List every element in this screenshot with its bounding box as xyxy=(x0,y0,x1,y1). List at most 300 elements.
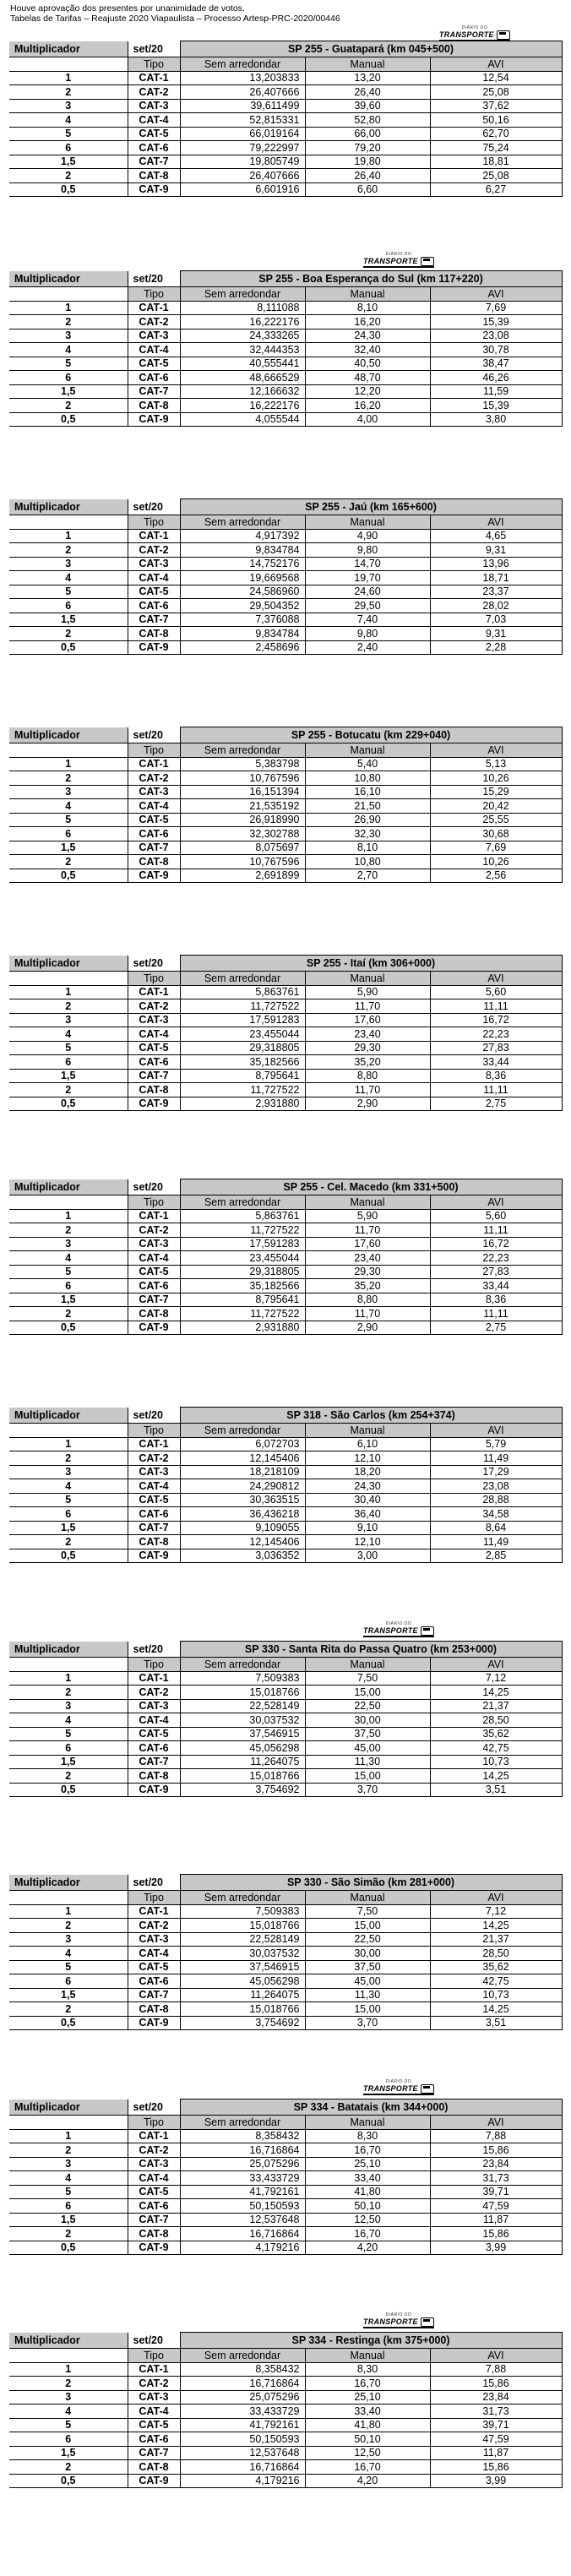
period-label: set/20 xyxy=(128,956,180,972)
unrounded-cell: 39,611499 xyxy=(180,99,305,113)
category-cell: CAT-9 xyxy=(128,869,180,883)
table-row xyxy=(9,1507,562,1522)
category-cell: CAT-5 xyxy=(128,1727,180,1741)
unrounded-cell: 8,795641 xyxy=(180,1069,305,1083)
manual-cell: 11,70 xyxy=(305,999,430,1014)
avi-cell: 11,87 xyxy=(430,2446,562,2460)
multiplier-cell: 1 xyxy=(9,301,128,315)
unrounded-cell: 8,111088 xyxy=(180,301,305,315)
manual-cell: 39,60 xyxy=(305,99,430,113)
table-row xyxy=(9,1027,562,1042)
unrounded-cell: 17,591283 xyxy=(180,1013,305,1027)
table-row xyxy=(9,2185,562,2199)
multiplier-cell: 4 xyxy=(9,799,128,814)
unrounded-cell: 35,182566 xyxy=(180,1279,305,1293)
multiplier-header: Multiplicador xyxy=(9,956,128,972)
avi-cell: 62,70 xyxy=(430,127,562,141)
unrounded-cell: 25,075296 xyxy=(180,2390,305,2404)
tariff-table xyxy=(9,1407,563,1563)
table-header-row xyxy=(9,1642,562,1658)
manual-header: Manual xyxy=(305,2116,430,2130)
manual-cell: 12,50 xyxy=(305,2213,430,2227)
multiplier-cell: 2 xyxy=(9,1919,128,1933)
table-row xyxy=(9,2377,562,2391)
manual-cell: 41,80 xyxy=(305,2418,430,2432)
multiplier-header: Multiplicador xyxy=(9,727,128,743)
tipo-header: Tipo xyxy=(128,1658,180,1672)
table-header-row xyxy=(9,499,562,515)
manual-cell: 2,40 xyxy=(305,640,430,655)
category-cell: CAT-4 xyxy=(128,799,180,814)
manual-cell: 4,90 xyxy=(305,529,430,543)
manual-cell: 23,40 xyxy=(305,1027,430,1042)
unrounded-cell: 23,455044 xyxy=(180,1027,305,1042)
unrounded-cell: 11,727522 xyxy=(180,1223,305,1238)
tariff-table xyxy=(9,727,563,883)
table-row xyxy=(9,301,562,315)
unrounded-cell: 23,455044 xyxy=(180,1251,305,1266)
table-row xyxy=(9,985,562,999)
table-row xyxy=(9,827,562,841)
avi-cell: 8,64 xyxy=(430,1521,562,1535)
table-row xyxy=(9,127,562,141)
unrounded-cell: 15,018766 xyxy=(180,1686,305,1700)
multiplier-cell: 4 xyxy=(9,1947,128,1961)
manual-cell: 8,30 xyxy=(305,2129,430,2143)
unrounded-cell: 29,318805 xyxy=(180,1041,305,1055)
plaza-title: SP 255 - Boa Esperança do Sul (km 117+220) xyxy=(180,271,562,287)
unrounded-cell: 11,727522 xyxy=(180,999,305,1014)
avi-cell: 47,59 xyxy=(430,2432,562,2447)
multiplier-cell: 4 xyxy=(9,1713,128,1728)
category-cell: CAT-9 xyxy=(128,1097,180,1111)
multiplier-cell: 0,5 xyxy=(9,1783,128,1797)
category-cell: CAT-2 xyxy=(128,1686,180,1700)
table-row xyxy=(9,1493,562,1507)
manual-cell: 5,90 xyxy=(305,985,430,999)
category-cell: CAT-3 xyxy=(128,329,180,343)
avi-cell: 5,13 xyxy=(430,757,562,771)
avi-cell: 27,83 xyxy=(430,1041,562,1055)
avi-cell: 2,56 xyxy=(430,869,562,883)
category-cell: CAT-5 xyxy=(128,2185,180,2199)
unrounded-cell: 2,691899 xyxy=(180,869,305,883)
period-label: set/20 xyxy=(128,1875,180,1891)
table-row xyxy=(9,1013,562,1027)
unrounded-cell: 12,537648 xyxy=(180,2446,305,2460)
avi-cell: 15,39 xyxy=(430,315,562,329)
category-cell: CAT-8 xyxy=(128,1083,180,1097)
multiplier-cell: 5 xyxy=(9,813,128,827)
unrounded-cell: 10,767596 xyxy=(180,771,305,786)
category-cell: CAT-1 xyxy=(128,1904,180,1919)
manual-cell: 30,40 xyxy=(305,1493,430,1507)
category-cell: CAT-9 xyxy=(128,1549,180,1563)
table-row xyxy=(9,571,562,585)
manual-header: Manual xyxy=(305,1195,430,1210)
category-cell: CAT-8 xyxy=(128,1769,180,1784)
multiplier-cell: 5 xyxy=(9,1727,128,1741)
avi-header: AVI xyxy=(430,1424,562,1438)
multiplier-header: Multiplicador xyxy=(9,1875,128,1891)
manual-cell: 15,00 xyxy=(305,1686,430,1700)
column-header-row xyxy=(9,2116,562,2130)
column-header-row xyxy=(9,743,562,758)
avi-cell: 7,12 xyxy=(430,1671,562,1686)
tariff-table xyxy=(9,1641,563,1797)
multiplier-header: Multiplicador xyxy=(9,1642,128,1658)
category-cell: CAT-7 xyxy=(128,155,180,169)
table-row xyxy=(9,2404,562,2419)
avi-cell: 25,55 xyxy=(430,813,562,827)
unrounded-cell: 29,318805 xyxy=(180,1265,305,1279)
avi-cell: 46,26 xyxy=(430,371,562,385)
table-row xyxy=(9,85,562,100)
manual-cell: 3,70 xyxy=(305,1783,430,1797)
avi-cell: 3,51 xyxy=(430,1783,562,1797)
category-cell: CAT-3 xyxy=(128,1699,180,1713)
manual-cell: 16,20 xyxy=(305,399,430,413)
multiplier-cell: 0,5 xyxy=(9,2016,128,2030)
category-cell: CAT-2 xyxy=(128,85,180,100)
sem-arredondar-header: Sem arredondar xyxy=(180,57,305,72)
multiplier-cell: 4 xyxy=(9,571,128,585)
manual-cell: 66,00 xyxy=(305,127,430,141)
manual-cell: 19,70 xyxy=(305,571,430,585)
multiplier-cell: 6 xyxy=(9,1974,128,1989)
manual-cell: 35,20 xyxy=(305,1279,430,1293)
sem-arredondar-header: Sem arredondar xyxy=(180,287,305,302)
category-cell: CAT-6 xyxy=(128,1507,180,1522)
unrounded-cell: 7,509383 xyxy=(180,1671,305,1686)
category-cell: CAT-4 xyxy=(128,1027,180,1042)
category-cell: CAT-6 xyxy=(128,1741,180,1756)
avi-cell: 23,08 xyxy=(430,1479,562,1494)
multiplier-cell: 2 xyxy=(9,627,128,641)
category-cell: CAT-8 xyxy=(128,2002,180,2017)
manual-cell: 45,00 xyxy=(305,1741,430,1756)
avi-cell: 8,36 xyxy=(430,1069,562,1083)
unrounded-cell: 12,537648 xyxy=(180,2213,305,2227)
period-label: set/20 xyxy=(128,41,180,57)
avi-cell: 7,88 xyxy=(430,2129,562,2143)
unrounded-cell: 15,018766 xyxy=(180,2002,305,2017)
category-cell: CAT-1 xyxy=(128,71,180,85)
unrounded-cell: 9,109055 xyxy=(180,1521,305,1535)
table-row xyxy=(9,2241,562,2255)
unrounded-cell: 4,917392 xyxy=(180,529,305,543)
table-row xyxy=(9,1465,562,1479)
multiplier-cell: 6 xyxy=(9,1055,128,1070)
avi-cell: 15,29 xyxy=(430,785,562,799)
bus-icon xyxy=(497,30,510,40)
multiplier-cell: 0,5 xyxy=(9,182,128,197)
multiplier-cell: 5 xyxy=(9,2185,128,2199)
unrounded-cell: 41,792161 xyxy=(180,2418,305,2432)
manual-cell: 15,00 xyxy=(305,2002,430,2017)
table-header-row xyxy=(9,271,562,287)
multiplier-header: Multiplicador xyxy=(9,41,128,57)
multiplier-cell: 6 xyxy=(9,1279,128,1293)
tariff-table xyxy=(9,1874,563,2030)
unrounded-cell: 30,037532 xyxy=(180,1947,305,1961)
multiplier-cell: 3 xyxy=(9,785,128,799)
manual-cell: 18,20 xyxy=(305,1465,430,1479)
category-cell: CAT-8 xyxy=(128,1307,180,1321)
avi-cell: 15,39 xyxy=(430,399,562,413)
avi-cell: 31,73 xyxy=(430,2404,562,2419)
category-cell: CAT-8 xyxy=(128,2460,180,2475)
avi-cell: 23,37 xyxy=(430,585,562,599)
manual-cell: 22,50 xyxy=(305,1932,430,1947)
unrounded-cell: 21,535192 xyxy=(180,799,305,814)
category-cell: CAT-2 xyxy=(128,1451,180,1466)
unrounded-cell: 5,383798 xyxy=(180,757,305,771)
category-cell: CAT-5 xyxy=(128,1493,180,1507)
table-row xyxy=(9,2446,562,2460)
avi-cell: 5,60 xyxy=(430,985,562,999)
avi-cell: 3,80 xyxy=(430,412,562,427)
blank-header xyxy=(9,1658,128,1672)
multiplier-cell: 5 xyxy=(9,1041,128,1055)
unrounded-cell: 40,555441 xyxy=(180,357,305,371)
unrounded-cell: 50,150593 xyxy=(180,2432,305,2447)
category-cell: CAT-1 xyxy=(128,1671,180,1686)
tariff-table xyxy=(9,41,563,197)
logo-small-text: DIÁRIO DO xyxy=(385,1620,412,1626)
multiplier-cell: 2 xyxy=(9,2377,128,2391)
manual-header: Manual xyxy=(305,2349,430,2363)
multiplier-cell: 2 xyxy=(9,2460,128,2475)
manual-cell: 16,10 xyxy=(305,785,430,799)
table-row xyxy=(9,2199,562,2214)
category-cell: CAT-7 xyxy=(128,2446,180,2460)
table-row xyxy=(9,543,562,558)
logo-word: TRANSPORTE xyxy=(363,1626,418,1635)
table-row xyxy=(9,2474,562,2488)
avi-cell: 3,51 xyxy=(430,2016,562,2030)
table-row xyxy=(9,1293,562,1307)
table-row xyxy=(9,757,562,771)
avi-cell: 7,88 xyxy=(430,2362,562,2377)
unrounded-cell: 66,019164 xyxy=(180,127,305,141)
unrounded-cell: 24,586960 xyxy=(180,585,305,599)
blank-header xyxy=(9,2116,128,2130)
tipo-header: Tipo xyxy=(128,743,180,758)
category-cell: CAT-1 xyxy=(128,1437,180,1451)
avi-cell: 5,60 xyxy=(430,1209,562,1223)
unrounded-cell: 16,716864 xyxy=(180,2460,305,2475)
multiplier-cell: 3 xyxy=(9,2157,128,2171)
avi-cell: 23,84 xyxy=(430,2157,562,2171)
bus-icon xyxy=(421,2317,434,2327)
avi-cell: 9,31 xyxy=(430,627,562,641)
unrounded-cell: 14,752176 xyxy=(180,557,305,571)
unrounded-cell: 50,150593 xyxy=(180,2199,305,2214)
avi-cell: 18,81 xyxy=(430,155,562,169)
unrounded-cell: 41,792161 xyxy=(180,2185,305,2199)
unrounded-cell: 6,072703 xyxy=(180,1437,305,1451)
logo-big-text xyxy=(439,30,510,41)
multiplier-cell: 3 xyxy=(9,1465,128,1479)
manual-cell: 30,00 xyxy=(305,1947,430,1961)
table-row xyxy=(9,557,562,571)
unrounded-cell: 22,528149 xyxy=(180,1932,305,1947)
blank-header xyxy=(9,2349,128,2363)
unrounded-cell: 10,767596 xyxy=(180,855,305,869)
manual-cell: 40,50 xyxy=(305,357,430,371)
unrounded-cell: 15,018766 xyxy=(180,1919,305,1933)
table-row xyxy=(9,1974,562,1989)
manual-header: Manual xyxy=(305,743,430,758)
table-row xyxy=(9,2418,562,2432)
table-row xyxy=(9,371,562,385)
category-cell: CAT-4 xyxy=(128,2171,180,2186)
manual-cell: 32,30 xyxy=(305,827,430,841)
logo-big-text xyxy=(363,257,434,268)
table-row xyxy=(9,1083,562,1097)
avi-cell: 14,25 xyxy=(430,1919,562,1933)
manual-header: Manual xyxy=(305,287,430,302)
category-cell: CAT-6 xyxy=(128,1055,180,1070)
manual-cell: 8,30 xyxy=(305,2362,430,2377)
table-row xyxy=(9,329,562,343)
bus-icon xyxy=(421,2084,434,2094)
category-cell: CAT-9 xyxy=(128,1783,180,1797)
manual-cell: 32,40 xyxy=(305,343,430,357)
manual-cell: 4,20 xyxy=(305,2241,430,2255)
sem-arredondar-header: Sem arredondar xyxy=(180,1424,305,1438)
table-row xyxy=(9,315,562,329)
unrounded-cell: 7,509383 xyxy=(180,1904,305,1919)
category-cell: CAT-2 xyxy=(128,315,180,329)
unrounded-cell: 33,433729 xyxy=(180,2404,305,2419)
avi-cell: 39,71 xyxy=(430,2418,562,2432)
multiplier-cell: 1,5 xyxy=(9,1521,128,1535)
manual-cell: 7,50 xyxy=(305,1904,430,1919)
category-cell: CAT-5 xyxy=(128,813,180,827)
table-row xyxy=(9,2362,562,2377)
manual-header: Manual xyxy=(305,57,430,72)
category-cell: CAT-9 xyxy=(128,412,180,427)
manual-cell: 26,90 xyxy=(305,813,430,827)
avi-cell: 11,49 xyxy=(430,1451,562,1466)
period-label: set/20 xyxy=(128,2099,180,2116)
manual-cell: 12,50 xyxy=(305,2446,430,2460)
avi-cell: 3,99 xyxy=(430,2474,562,2488)
avi-cell: 10,73 xyxy=(430,1988,562,2002)
category-cell: CAT-1 xyxy=(128,301,180,315)
unrounded-cell: 16,716864 xyxy=(180,2143,305,2158)
sem-arredondar-header: Sem arredondar xyxy=(180,743,305,758)
avi-cell: 17,29 xyxy=(430,1465,562,1479)
unrounded-cell: 25,075296 xyxy=(180,2157,305,2171)
plaza-title: SP 334 - Restinga (km 375+000) xyxy=(180,2333,562,2349)
category-cell: CAT-7 xyxy=(128,1069,180,1083)
category-cell: CAT-2 xyxy=(128,2143,180,2158)
logo-word: TRANSPORTE xyxy=(363,2084,418,2093)
unrounded-cell: 11,264075 xyxy=(180,1988,305,2002)
multiplier-cell: 0,5 xyxy=(9,1321,128,1335)
plaza-title: SP 255 - Guatapará (km 045+500) xyxy=(180,41,562,57)
avi-cell: 33,44 xyxy=(430,1279,562,1293)
table-row xyxy=(9,1947,562,1961)
avi-cell: 11,49 xyxy=(430,1535,562,1549)
manual-cell: 33,40 xyxy=(305,2171,430,2186)
table-row xyxy=(9,1097,562,1111)
avi-cell: 9,31 xyxy=(430,543,562,558)
blank-header xyxy=(9,515,128,530)
multiplier-cell: 6 xyxy=(9,371,128,385)
unrounded-cell: 26,918990 xyxy=(180,813,305,827)
period-label: set/20 xyxy=(128,271,180,287)
tipo-header: Tipo xyxy=(128,1195,180,1210)
column-header-row xyxy=(9,1195,562,1210)
logo-word: TRANSPORTE xyxy=(439,30,494,39)
manual-cell: 23,40 xyxy=(305,1251,430,1266)
category-cell: CAT-3 xyxy=(128,1465,180,1479)
bus-icon xyxy=(421,1626,434,1636)
multiplier-cell: 4 xyxy=(9,1251,128,1266)
avi-cell: 12,54 xyxy=(430,71,562,85)
manual-cell: 35,20 xyxy=(305,1055,430,1070)
manual-cell: 5,40 xyxy=(305,757,430,771)
multiplier-cell: 1,5 xyxy=(9,155,128,169)
table-row xyxy=(9,529,562,543)
manual-cell: 8,10 xyxy=(305,301,430,315)
table-row xyxy=(9,1237,562,1251)
category-cell: CAT-7 xyxy=(128,1293,180,1307)
unrounded-cell: 8,795641 xyxy=(180,1293,305,1307)
category-cell: CAT-4 xyxy=(128,1713,180,1728)
logo-big-text xyxy=(363,2317,434,2328)
avi-cell: 6,27 xyxy=(430,182,562,197)
multiplier-cell: 1 xyxy=(9,2129,128,2143)
manual-cell: 11,70 xyxy=(305,1307,430,1321)
column-header-row xyxy=(9,57,562,72)
column-header-row xyxy=(9,287,562,302)
table-row xyxy=(9,1727,562,1741)
tipo-header: Tipo xyxy=(128,287,180,302)
category-cell: CAT-5 xyxy=(128,357,180,371)
avi-cell: 23,84 xyxy=(430,2390,562,2404)
avi-cell: 28,02 xyxy=(430,599,562,613)
manual-cell: 15,00 xyxy=(305,1919,430,1933)
transport-logo xyxy=(363,250,434,269)
bus-icon xyxy=(421,257,434,266)
table-row xyxy=(9,1055,562,1070)
manual-cell: 37,50 xyxy=(305,1960,430,1974)
avi-cell: 22,23 xyxy=(430,1251,562,1266)
plaza-title: SP 330 - Santa Rita do Passa Quatro (km 253+000) xyxy=(180,1642,562,1658)
avi-cell: 15,86 xyxy=(430,2227,562,2241)
tariff-table xyxy=(9,955,563,1111)
avi-header: AVI xyxy=(430,2116,562,2130)
multiplier-cell: 1 xyxy=(9,1904,128,1919)
plaza-title: SP 318 - São Carlos (km 254+374) xyxy=(180,1408,562,1424)
category-cell: CAT-5 xyxy=(128,585,180,599)
table-row xyxy=(9,1783,562,1797)
category-cell: CAT-1 xyxy=(128,757,180,771)
manual-cell: 12,10 xyxy=(305,1451,430,1466)
multiplier-cell: 5 xyxy=(9,1265,128,1279)
multiplier-cell: 4 xyxy=(9,2404,128,2419)
avi-cell: 28,50 xyxy=(430,1947,562,1961)
tipo-header: Tipo xyxy=(128,1891,180,1905)
avi-cell: 13,96 xyxy=(430,557,562,571)
category-cell: CAT-3 xyxy=(128,1237,180,1251)
manual-cell: 8,80 xyxy=(305,1293,430,1307)
